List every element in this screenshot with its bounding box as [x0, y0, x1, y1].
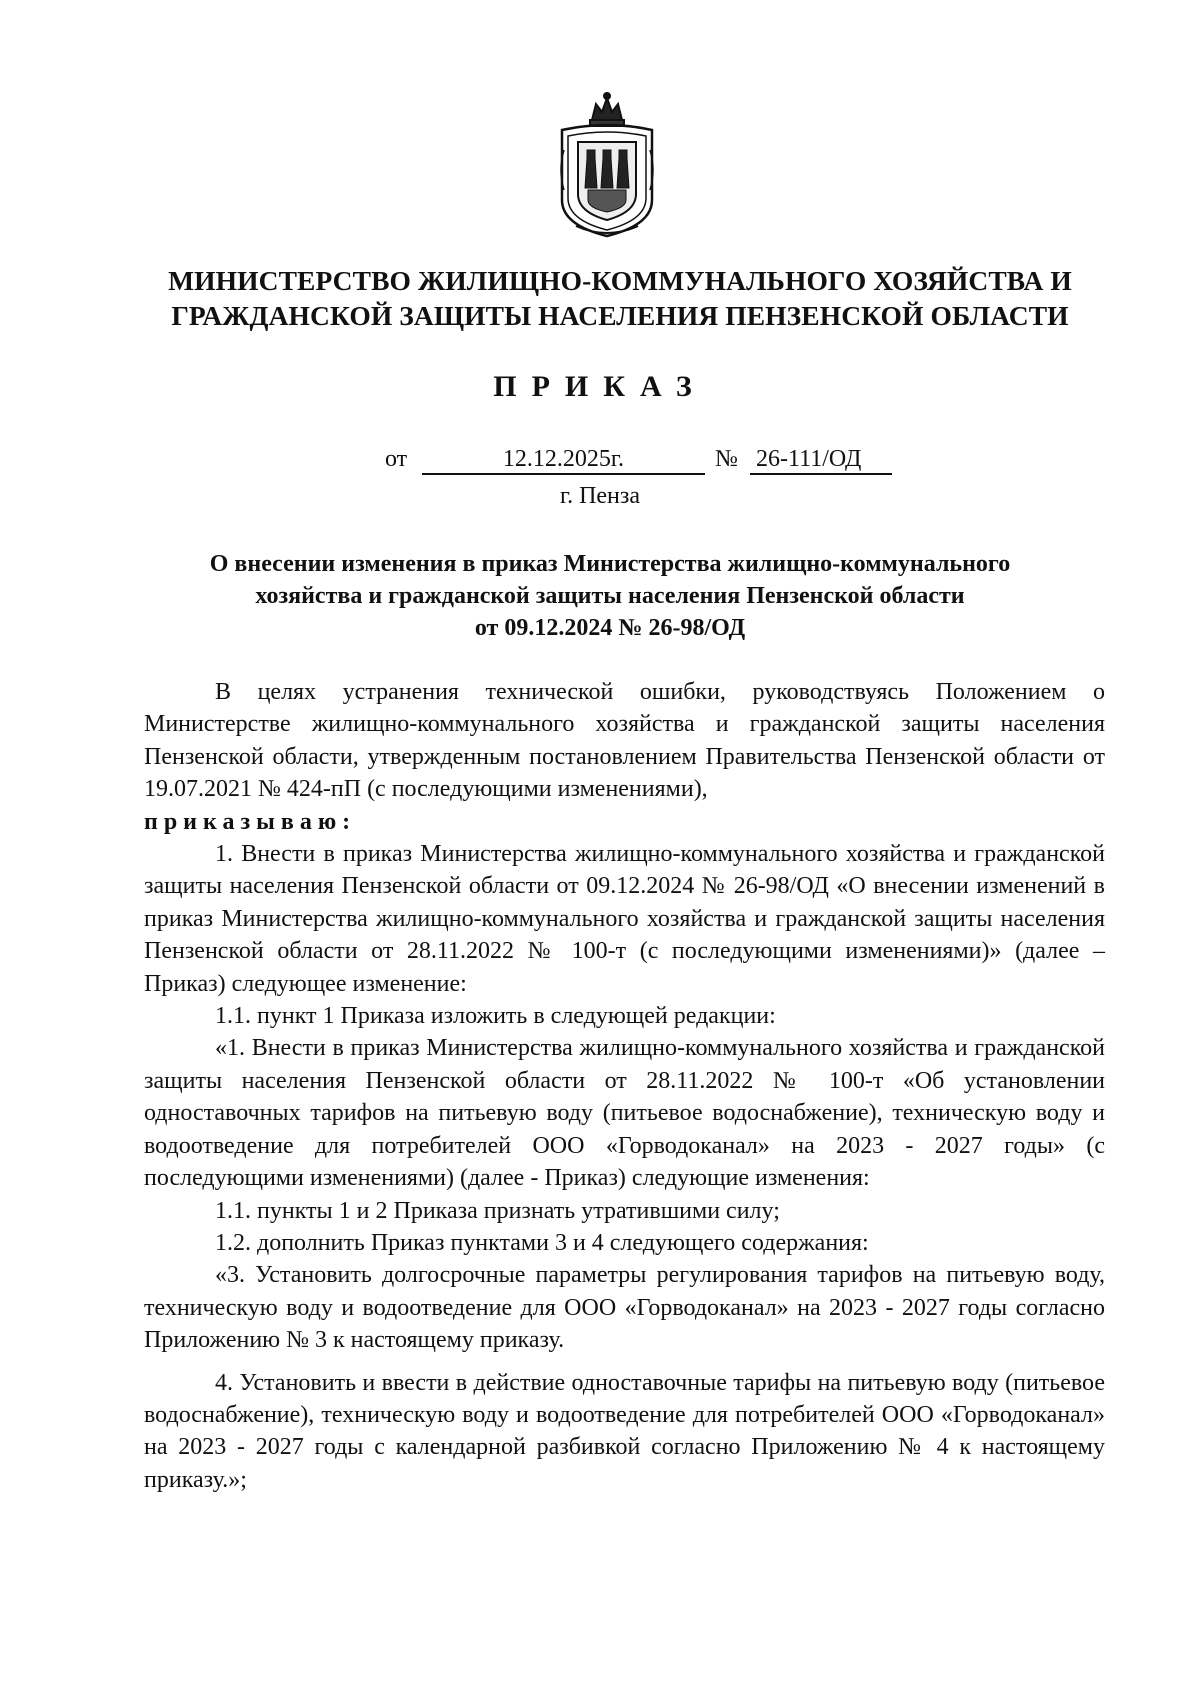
- ministry-name: [120, 263, 1120, 333]
- paragraph-1-1: 1.1. пункт 1 Приказа изложить в следующей редакции:: [215, 1003, 776, 1030]
- number-sign: №: [715, 446, 738, 472]
- city-name: г. Пенза: [559, 483, 641, 509]
- title-line-3: от 09.12.2024 № 26-98/ОД: [474, 615, 746, 641]
- document-number: 26-111/ОД: [750, 444, 892, 475]
- paragraph-1: 1. Внести в приказ Министерства жилищно-коммунального хозяйства и гражданской защиты населения Пензенской области от 09.12.2024 № 26-98/ОД «О внесении изменений в приказ Министерства жилищно-коммунального хозяйства и гражданской защиты населения Пензенской области от 28.11.2022 № 100-т (с последующими изменениями)» (далее – Приказ) следующее изменение:: [144, 841, 1105, 997]
- date-number-line: [385, 444, 905, 474]
- date-prefix: от: [385, 446, 408, 472]
- document-body: [144, 676, 1105, 1496]
- preamble-paragraph: В целях устранения технической ошибки, руководствуясь Положением о Министерстве жилищно-коммунального хозяйства и гражданской защиты населения Пензенской области, утвержденным постановлением Правительства Пензенской области от 19.07.2021 № 424-пП (с последующими изменениями),: [144, 679, 1105, 803]
- quoted-paragraph-3: «3. Установить долгосрочные параметры регулирования тарифов на питьевую воду, техническую воду и водоотведение для ООО «Горводоканал» на 2023 - 2027 годы согласно Приложению № 3 к настоящему приказу.: [144, 1262, 1105, 1354]
- ministry-line-1: МИНИСТЕРСТВО ЖИЛИЩНО-КОММУНАЛЬНОГО ХОЗЯЙСТВА И: [168, 265, 1072, 296]
- quoted-paragraph-1-2: 1.2. дополнить Приказ пунктами 3 и 4 следующего содержания:: [215, 1229, 869, 1256]
- quoted-paragraph-1: «1. Внести в приказ Министерства жилищно-коммунального хозяйства и гражданской защиты населения Пензенской области от 28.11.2022 № 100-т «Об установлении одноставочных тарифов на питьевую воду (питьевое водоснабжение), техническую воду и водоотведение для потребителей ООО «Горводоканал» на 2023 - 2027 годы» (с последующими изменениями) (далее - Приказ) следующие изменения:: [144, 1035, 1105, 1192]
- ministry-line-2: ГРАЖДАНСКОЙ ЗАЩИТЫ НАСЕЛЕНИЯ ПЕНЗЕНСКОЙ ОБЛАСТИ: [171, 300, 1069, 331]
- document-date: 12.12.2025г.: [422, 444, 705, 475]
- document-type-heading: ПРИКАЗ: [493, 370, 707, 403]
- quoted-paragraph-1-1: 1.1. пункты 1 и 2 Приказа признать утратившими силу;: [215, 1197, 780, 1224]
- penza-region-coat-of-arms-icon: [556, 90, 658, 240]
- title-line-2: хозяйства и гражданской защиты населения Пензенской области: [255, 583, 965, 609]
- document-title: [140, 548, 1080, 644]
- quoted-paragraph-4: 4. Установить и ввести в действие одноставочные тарифы на питьевую воду (питьевое водоснабжение), техническую воду и водоотведение для потребителей ООО «Горводоканал» на 2023 - 2027 годы с календарной разбивкой согласно Приложению № 4 к настоящему приказу.»;: [144, 1369, 1105, 1493]
- decree-word: приказываю:: [144, 808, 357, 835]
- title-line-1: О внесении изменения в приказ Министерства жилищно-коммунального: [209, 551, 1011, 577]
